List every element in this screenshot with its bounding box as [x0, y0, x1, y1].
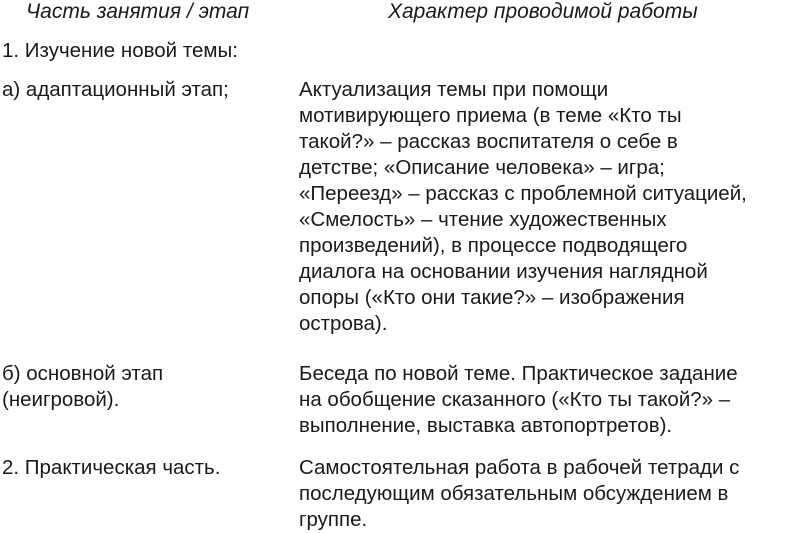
header-stage-column: Часть занятия / этап: [26, 0, 250, 23]
table-header: [0, 0, 800, 30]
stage-text: (неигровой).: [2, 388, 120, 411]
work-text: на обобщение сказанного («Кто ты такой?» –: [299, 388, 731, 411]
work-text: выполнение, выставка автопортретов).: [299, 414, 673, 437]
stage-text: б) основной этап: [2, 362, 164, 385]
work-text: «Переезд» – рассказ с проблемной ситуацией,: [299, 182, 747, 205]
work-cell: [299, 77, 800, 337]
stage-text: а) адаптационный этап;: [2, 78, 229, 101]
stage-cell: [2, 361, 292, 413]
work-text: опоры («Кто они такие?» – изображения: [299, 286, 685, 309]
work-cell: [299, 361, 800, 439]
work-text: «Смелость» – чтение художественных: [299, 208, 667, 231]
work-text: Самостоятельная работа в рабочей тетради с: [299, 456, 740, 479]
work-cell: [299, 455, 800, 533]
stage-text: 2. Практическая часть.: [2, 456, 221, 479]
header-work-column: Характер проводимой работы: [388, 0, 698, 23]
stage-cell: [2, 38, 292, 64]
work-text: диалога на основании изучения наглядной: [299, 260, 708, 283]
stage-cell: [2, 77, 292, 103]
stage-cell: [2, 455, 292, 481]
work-text: детстве; «Описание человека» – игра;: [299, 156, 665, 179]
work-text: последующим обязательным обсуждением в: [299, 482, 729, 505]
stage-text: 1. Изучение новой темы:: [2, 39, 238, 62]
work-text: группе.: [299, 508, 368, 531]
work-text: Актуализация темы при помощи: [299, 78, 609, 101]
work-text: мотивирующего приема (в теме «Кто ты: [299, 104, 682, 127]
work-text: произведений), в процессе подводящего: [299, 234, 688, 257]
work-text: острова).: [299, 312, 388, 335]
work-text: Беседа по новой теме. Практическое задание: [299, 362, 738, 385]
work-text: такой?» – рассказ воспитателя о себе в: [299, 130, 678, 153]
